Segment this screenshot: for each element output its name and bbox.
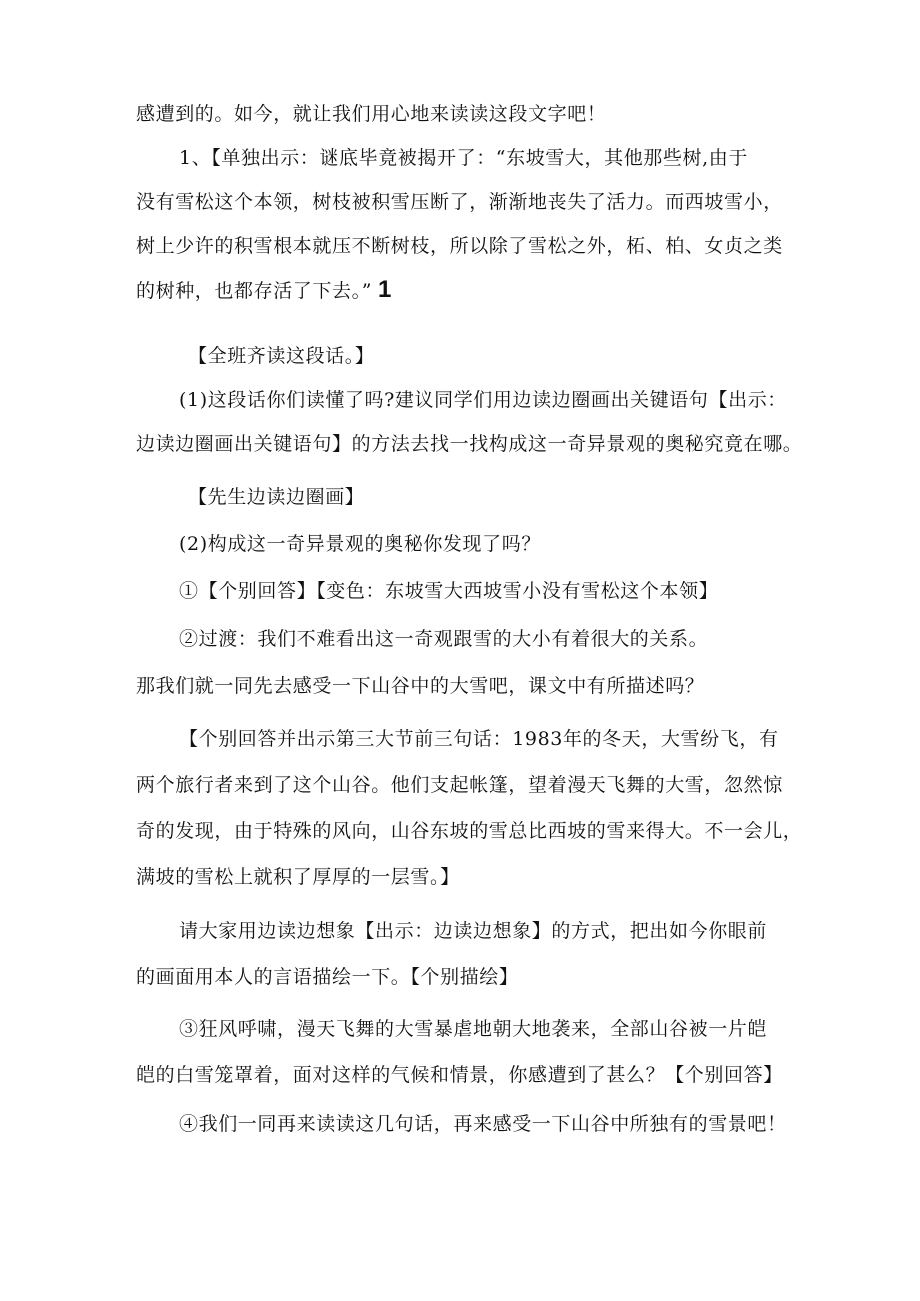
paragraph-line: 那我们就一同先去感受一下山谷中的大雪吧，课文中有所描述吗？: [136, 675, 705, 697]
paragraph-line: 感遭到的。如今，就让我们用心地来读读这段文字吧！: [136, 103, 607, 125]
paragraph-line: ①【个别回答】【变色：东坡雪大西坡雪小没有雪松这个本领】: [179, 580, 719, 602]
paragraph-line: 【全班齐读这段话。】: [188, 345, 375, 367]
paragraph-line: [136, 277, 392, 304]
paragraph-line: 树上少许的积雪根本就压不断树枝，所以除了雪松之外，柘、柏、女贞之类: [136, 235, 783, 257]
paragraph-line: 奇的发现，由于特殊的风向，山谷东坡的雪总比西坡的雪来得大。不一会儿，: [136, 820, 803, 842]
paragraph-line: 边读边圈画出关键语句】的方法去找一找构成这一奇异景观的奥秘究竟在哪。: [136, 433, 803, 455]
paragraph-line: 皑的白雪笼罩着，面对这样的气候和情景，你感遭到了甚么？【个别回答】: [136, 1064, 783, 1086]
paragraph-line: 【个别回答并出示第三大节前三句话：1983年的冬天，大雪纷飞，有: [179, 728, 779, 750]
page-mark: 1: [378, 276, 392, 303]
paragraph-line: ②过渡：我们不难看出这一奇观跟雪的大小有着很大的关系。: [179, 628, 709, 650]
paragraph-line: 两个旅行者来到了这个山谷。他们支起帐篷，望着漫天飞舞的大雪，忽然惊: [136, 774, 783, 796]
paragraph-line: ④我们一同再来读读这几句话，再来感受一下山谷中所独有的雪景吧！: [179, 1113, 787, 1135]
paragraph-line: 1、【单独出示：谜底毕竟被揭开了：“东坡雪大，其他那些树,由于: [179, 147, 748, 169]
paragraph-line: 【先生边读边圈画】: [188, 486, 365, 508]
paragraph-line: (1)这段话你们读懂了吗?建议同学们用边读边圈画出关键语句【出示：: [179, 389, 787, 411]
paragraph-line: 的画面用本人的言语描绘一下。【个别描绘】: [136, 966, 519, 988]
paragraph-line: 满坡的雪松上就积了厚厚的一层雪。】: [136, 866, 460, 888]
paragraph-line: 没有雪松这个本领，树枝被积雪压断了，渐渐地丧失了活力。而西坡雪小，: [136, 191, 783, 213]
paragraph-line: ③狂风呼啸，漫天飞舞的大雪暴虐地朝大地袭来，全部山谷被一片皑: [179, 1018, 768, 1040]
paragraph-line: 请大家用边读边想象【出示：边读边想象】的方式，把出如今你眼前: [179, 920, 768, 942]
paragraph-text: 的树种，也都存活了下去。”: [136, 280, 373, 302]
paragraph-line: (2)构成这一奇异景观的奥秘你发现了吗？: [179, 533, 541, 555]
